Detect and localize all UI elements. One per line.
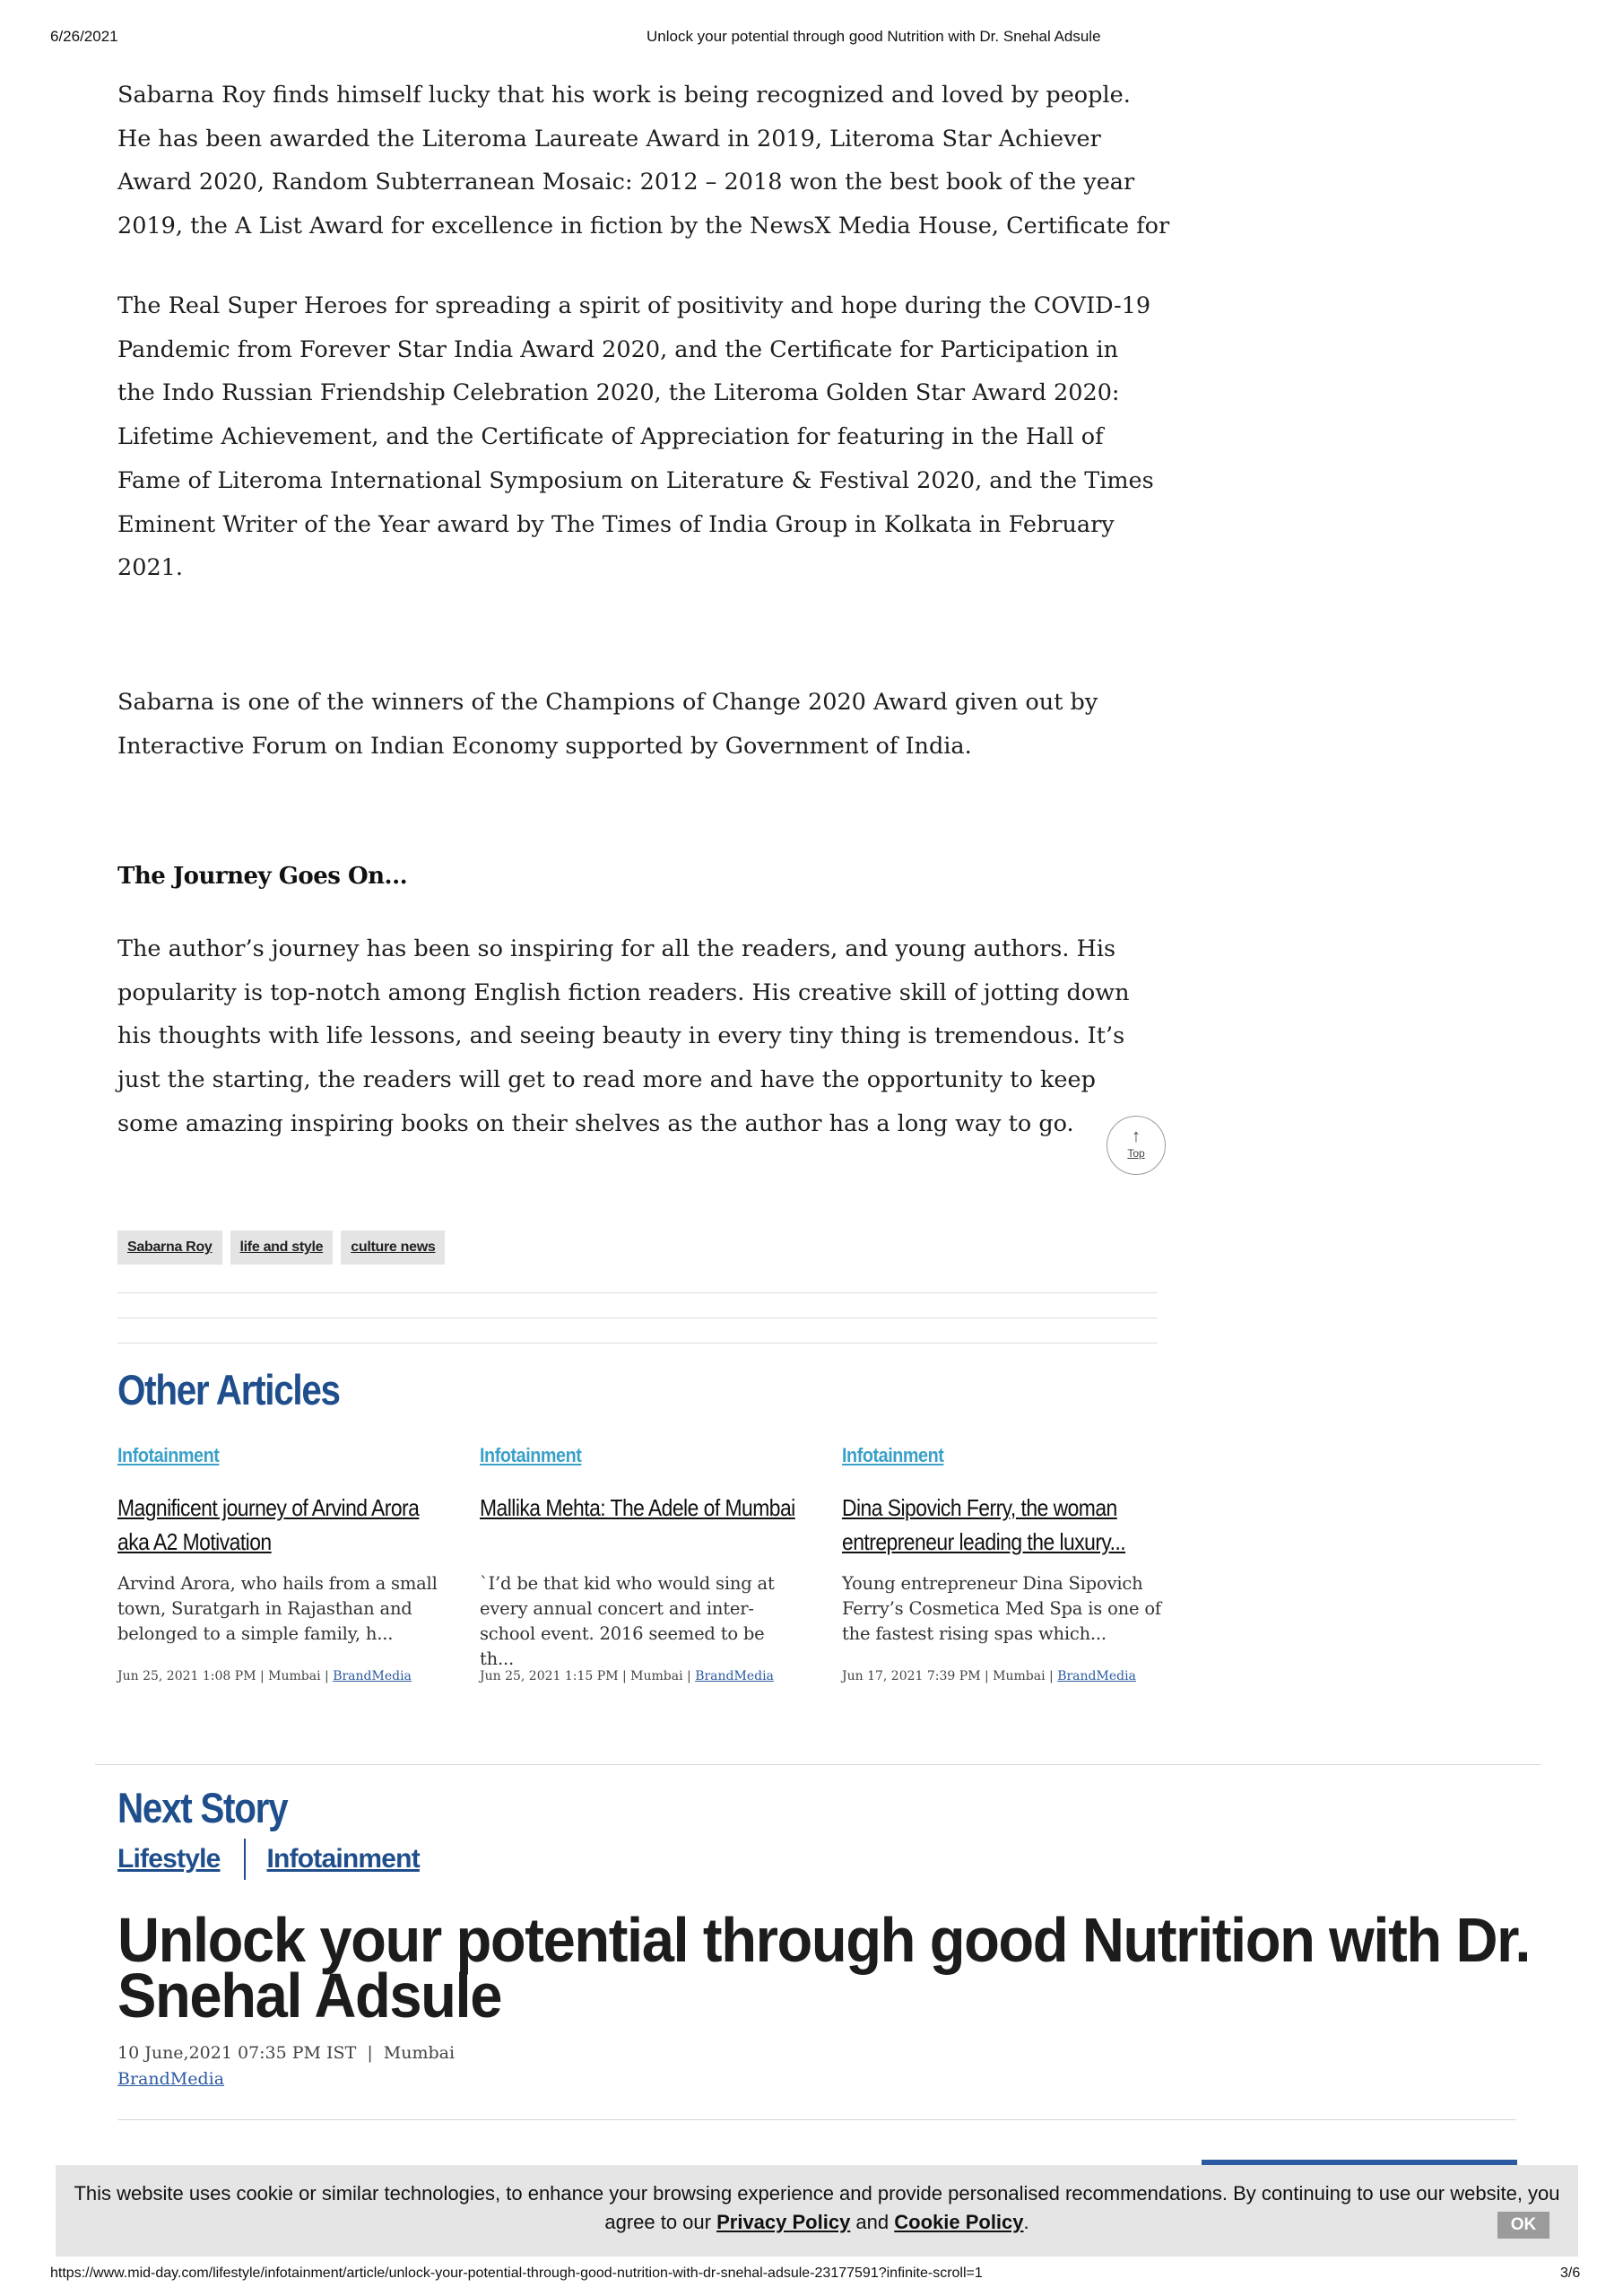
paragraph-line: The author’s journey has been so inspiring for all the readers, and young authors. His <box>117 935 1116 962</box>
card-source-link[interactable]: BrandMedia <box>1057 1669 1136 1683</box>
card-source-link[interactable]: BrandMedia <box>695 1669 774 1683</box>
article-paragraph-3 <box>117 681 1098 768</box>
paragraph-line: just the starting, the readers will get to read more and have the opportunity to keep <box>117 1066 1096 1094</box>
cookie-policy-link[interactable]: Cookie Policy <box>894 2211 1024 2233</box>
divider <box>117 2119 1516 2120</box>
privacy-policy-link[interactable]: Privacy Policy <box>716 2211 851 2233</box>
print-url: https://www.mid-day.com/lifestyle/infotainment/article/unlock-your-potential-through-good-nutrition-with-dr-snehal-adsule-23177591?infinite-scroll=1 <box>50 2266 983 2281</box>
tag-culture-news[interactable]: culture news <box>341 1231 445 1265</box>
breadcrumb-infotainment[interactable]: Infotainment <box>266 1844 420 1874</box>
paragraph-line: Award 2020, Random Subterranean Mosaic: 2012 – 2018 won the best book of the year <box>117 169 1135 196</box>
next-story-dateline: 10 June,2021 07:35 PM IST | Mumbai <box>117 2043 456 2063</box>
article-card[interactable] <box>117 1444 440 1683</box>
article-tags <box>117 1231 445 1265</box>
card-title-link[interactable]: Magnificent journey of Arvind Arora aka A2 Motivation <box>117 1494 420 1555</box>
next-story-title <box>117 1905 1531 2031</box>
print-date: 6/26/2021 <box>50 28 118 45</box>
paragraph-line: Fame of Literoma International Symposium on Literature & Festival 2020, and the Times <box>117 466 1154 494</box>
article-card[interactable] <box>842 1444 1165 1683</box>
breadcrumb <box>117 1839 420 1880</box>
card-meta <box>480 1669 803 1683</box>
cookie-text-prefix: agree to our <box>604 2211 717 2233</box>
card-meta <box>842 1669 1165 1683</box>
back-to-top-button[interactable] <box>1107 1116 1166 1175</box>
cookie-text-and: and <box>850 2211 895 2233</box>
cookie-text-line-1: This website uses cookie or similar technologies, to enhance your browsing experience and provide personalised recommendations. By continuing to use our website, you <box>74 2182 1560 2205</box>
cookie-ok-button[interactable]: OK <box>1497 2212 1549 2239</box>
card-source-link[interactable]: BrandMedia <box>333 1669 412 1683</box>
paragraph-line: popularity is top-notch among English fiction readers. His creative skill of jotting down <box>117 978 1130 1006</box>
title-line: Unlock your potential through good Nutrition with Dr. <box>117 1905 1531 1975</box>
paragraph-line: some amazing inspiring books on their shelves as the author has a long way to go. <box>117 1109 1074 1137</box>
arrow-up-icon: ↑ <box>1132 1126 1141 1146</box>
paragraph-line: Interactive Forum on Indian Economy supported by Government of India. <box>117 732 972 760</box>
paragraph-line: 2021. <box>117 554 184 582</box>
article-paragraph-2 <box>117 284 1154 590</box>
tag-sabarna-roy[interactable]: Sabarna Roy <box>117 1231 222 1265</box>
cookie-text-period: . <box>1023 2211 1029 2233</box>
back-to-top-label: Top <box>1127 1147 1145 1160</box>
next-story-byline-link[interactable]: BrandMedia <box>117 2069 225 2089</box>
next-story-heading: Next Story <box>117 1784 288 1831</box>
paragraph-line: He has been awarded the Literoma Laureate Award in 2019, Literoma Star Achiever <box>117 125 1101 152</box>
article-card[interactable] <box>480 1444 803 1683</box>
breadcrumb-separator <box>244 1839 246 1880</box>
tag-life-and-style[interactable]: life and style <box>230 1231 334 1265</box>
card-category-link[interactable]: Infotainment <box>842 1444 944 1466</box>
card-category-link[interactable]: Infotainment <box>117 1444 220 1466</box>
article-paragraph-4 <box>117 927 1130 1146</box>
card-title-link[interactable]: Dina Sipovich Ferry, the woman entrepreneur leading the luxury... <box>842 1494 1126 1555</box>
paragraph-line: Pandemic from Forever Star India Award 2020, and the Certificate for Participation in <box>117 335 1119 363</box>
paragraph-line: the Indo Russian Friendship Celebration 2020, the Literoma Golden Star Award 2020: <box>117 379 1120 407</box>
paragraph-line: Eminent Writer of the Year award by The Times of India Group in Kolkata in February <box>117 510 1115 538</box>
divider <box>117 1292 1158 1293</box>
card-date-location: Jun 17, 2021 7:39 PM | Mumbai | <box>842 1669 1058 1683</box>
divider <box>117 1343 1158 1344</box>
card-date-location: Jun 25, 2021 1:15 PM | Mumbai | <box>480 1669 696 1683</box>
card-title-link[interactable]: Mallika Mehta: The Adele of Mumbai <box>480 1494 795 1521</box>
card-meta <box>117 1669 440 1683</box>
print-title: Unlock your potential through good Nutrition with Dr. Snehal Adsule <box>647 28 1101 45</box>
card-description: Young entrepreneur Dina Sipovich Ferry’s Cosmetica Med Spa is one of the fastest rising spas which... <box>842 1573 1161 1644</box>
article-subheading: The Journey Goes On... <box>117 863 408 890</box>
card-category-link[interactable]: Infotainment <box>480 1444 582 1466</box>
paragraph-line: Sabarna is one of the winners of the Champions of Change 2020 Award given out by <box>117 689 1098 716</box>
card-description: Arvind Arora, who hails from a small town, Suratgarh in Rajasthan and belonged to a simple family, h... <box>117 1573 438 1644</box>
paragraph-line: Lifetime Achievement, and the Certificate of Appreciation for featuring in the Hall of <box>117 423 1104 451</box>
paragraph-line: 2019, the A List Award for excellence in fiction by the NewsX Media House, Certificate for <box>117 213 1170 240</box>
print-page-number: 3/6 <box>1560 2266 1581 2281</box>
article-paragraph-1 <box>117 74 1170 248</box>
other-articles-heading: Other Articles <box>117 1366 340 1413</box>
paragraph-line: his thoughts with life lessons, and seeing beauty in every tiny thing is tremendous. It’s <box>117 1022 1125 1050</box>
card-description: `I’d be that kid who would sing at every annual concert and inter-school event. 2016 seemed to be th... <box>480 1573 775 1669</box>
breadcrumb-lifestyle[interactable]: Lifestyle <box>117 1844 221 1874</box>
paragraph-line: Sabarna Roy finds himself lucky that his work is being recognized and loved by people. <box>117 82 1131 109</box>
paragraph-line: The Real Super Heroes for spreading a spirit of positivity and hope during the COVID-19 <box>117 292 1151 319</box>
card-date-location: Jun 25, 2021 1:08 PM | Mumbai | <box>117 1669 334 1683</box>
section-divider <box>95 1764 1541 1765</box>
title-line: Snehal Adsule <box>117 1961 502 2031</box>
cookie-banner <box>56 2165 1578 2257</box>
cookie-text-line-2 <box>56 2208 1578 2237</box>
